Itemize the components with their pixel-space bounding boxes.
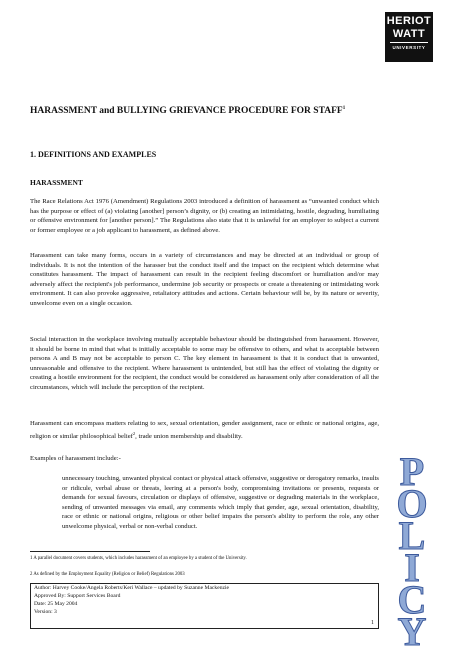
- paragraph-3: Social interaction in the workplace involving mutually acceptable behaviour should be distinguished from harassment. However, it should be borne in mind that what is initially acceptable to some may be offensive to others, and what is acceptable between persons A and B may not be acceptable to person C. The key element in harassment is that it is conduct that is unwanted, unreasonable and offensive to the recipient. Where harassment is unintended, but still has the effect of violating the dignity or creating a hostile environment for the recipient, the conduct would be considered as harassment only after consideration of all the circumstances, which will include the perception of the recipient.: [30, 336, 379, 391]
- title-text: HARASSMENT and BULLYING GRIEVANCE PROCEDURE FOR STAFF: [30, 106, 343, 117]
- paragraph-4-footnote-ref: 2: [132, 430, 136, 436]
- policy-letter: Y: [397, 609, 427, 654]
- paragraph-2: Harassment can take many forms, occurs in a variety of circumstances and may be directed at an individual or group of individuals. It is not the intention of the harasser but the conduct itself and the impact on the recipient which determine what constitutes harassment. The impact of harassment can result in the recipient feeling discomfort or humiliation and/or may adversely affect the recipient's job performance, undermine job security or prospects or create a threatening or intimidating work environment. It can also provoke aggressive, retaliatory attitudes and actions. Certain behaviour will be, by its nature or severity, unwelcome even on a single occasion.: [30, 252, 379, 307]
- footer-version: Version: 3: [34, 609, 57, 615]
- footnote-2: 2 As defined by the Employment Equality (Religion or Belief) Regulations 2003: [30, 572, 185, 577]
- document-title: [30, 103, 370, 117]
- logo-line-2: WATT: [392, 28, 426, 40]
- logo-line-1: HERIOT: [386, 15, 432, 27]
- logo-divider: [390, 42, 428, 43]
- section-heading: 1. DEFINITIONS AND EXAMPLES: [30, 150, 157, 159]
- policy-letter: C: [397, 577, 427, 622]
- paragraph-1: The Race Relations Act 1976 (Amendment) Regulations 2003 introduced a definition of harassment as “unwanted conduct which has the purpose or effect of (a) violating [another] person’s dignity, or (b) creating an intimidating, hostile, degrading, humiliating or offensive environment for [another person].” The Regulations also state that it is unlawful for an employer to subject a current or former employee or a job applicant to harassment, as defined above.: [30, 198, 379, 234]
- policy-letter: I: [404, 545, 420, 590]
- footnote-divider: [30, 551, 150, 552]
- paragraph-4-tail: , trade union membership and disability.: [135, 432, 243, 440]
- page-number: 1: [371, 620, 374, 626]
- title-footnote-ref: 1: [342, 106, 346, 111]
- logo-line-3: UNIVERSITY: [392, 45, 426, 50]
- paragraph-4-text: Harassment can encompass matters relating to sex, sexual orientation, gender assignment, race or ethnic or national origins, age, religion or similar philosophical belief: [30, 420, 379, 440]
- policy-letter: O: [396, 481, 428, 526]
- footer-author: Author: Harvey Cooke/Angela Roberts/Keri Wallace – updated by Suzanne Mackenzie: [34, 585, 230, 591]
- footer-date: Date: 25 May 2004: [34, 601, 78, 607]
- paragraph-4: [30, 419, 379, 441]
- policy-letter: P: [399, 449, 425, 494]
- footnote-1: 1 A parallel document covers students, which includes harassment of an employee by a student of the University.: [30, 556, 247, 561]
- university-logo: [385, 12, 433, 62]
- paragraph-examples: unnecessary touching, unwanted physical contact or physical attack offensive, suggestive or derogatory remarks, insults or ridicule, verbal abuse or threats, leering at a person's body, compromising invitations or presents, requests or demands for sexual favours, circulation or displays of offensive, suggestive or degrading materials in the workplace, sending of unwanted messages via email, any comments which imply that gender, age, sexual orientation, disability, race or ethnic or national origins, religious or other belief impairs the person's ability to perform the role, any other unwelcome physical, verbal or non-verbal conduct.: [62, 475, 379, 530]
- paragraph-5: Examples of harassment include:-: [30, 455, 121, 462]
- policy-stamp: [388, 449, 436, 654]
- document-info-box: [30, 583, 379, 629]
- footer-approved: Approved By: Support Services Board: [34, 593, 121, 599]
- policy-letter: L: [398, 513, 426, 558]
- subsection-heading: HARASSMENT: [30, 178, 83, 187]
